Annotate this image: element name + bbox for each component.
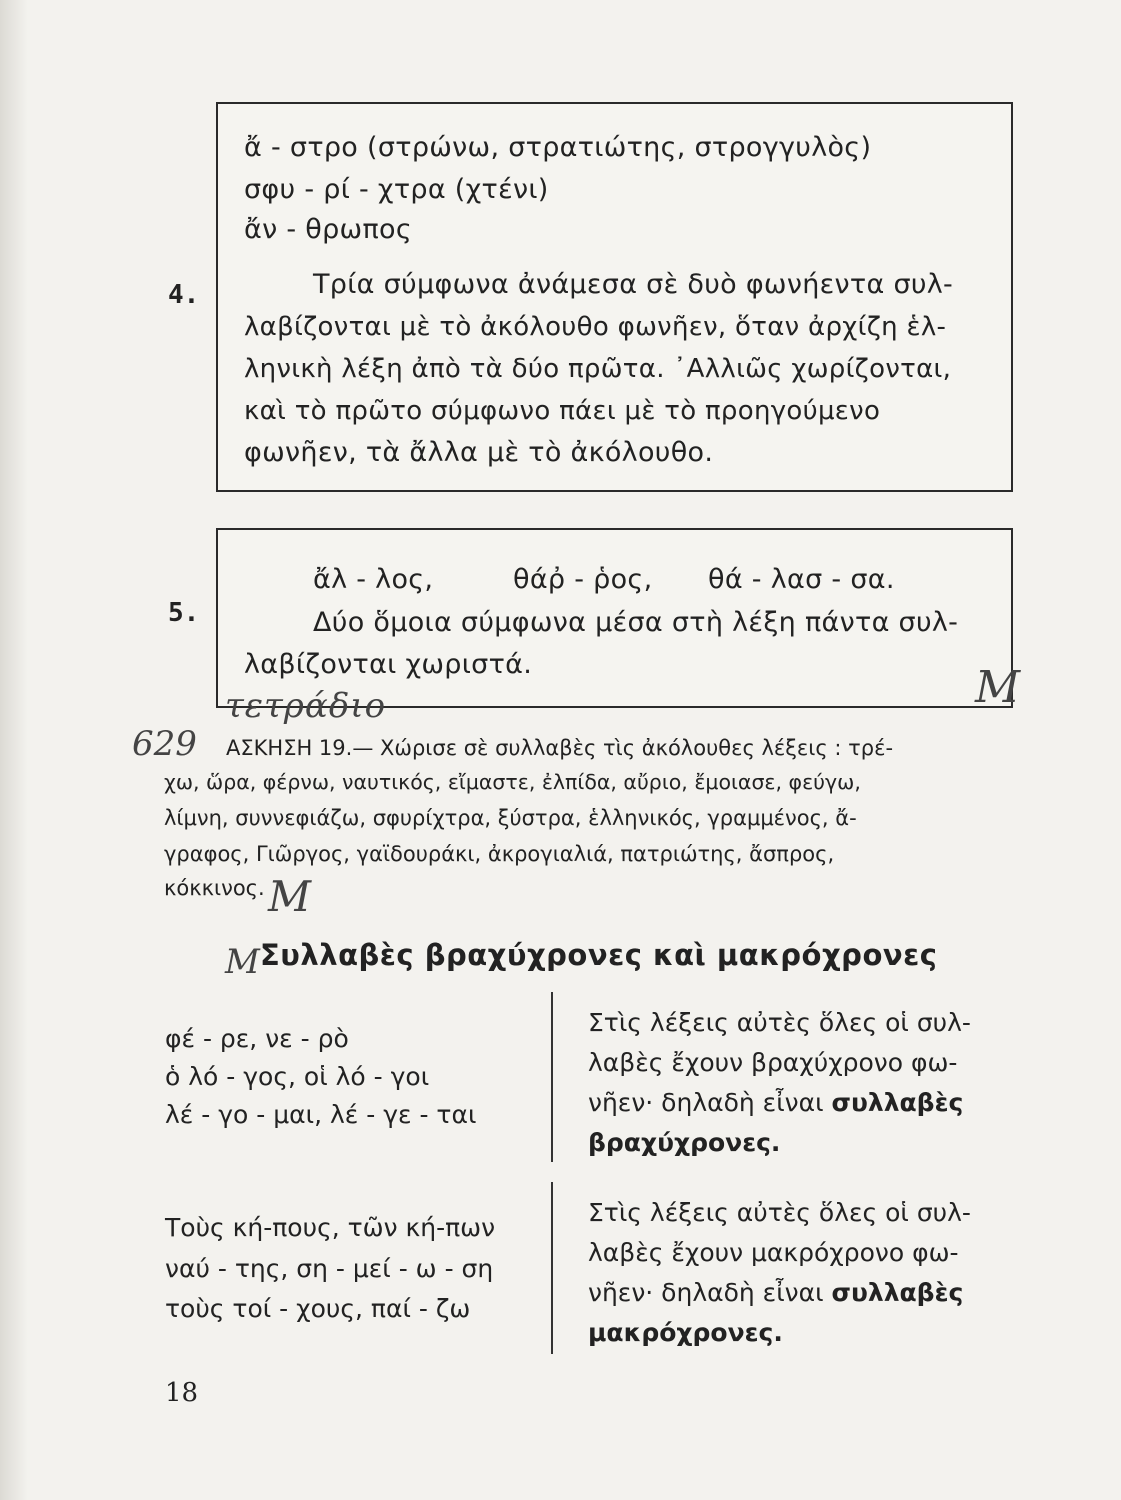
short-example-2: ὁ λό - γος, οἱ λό - γοι bbox=[165, 1062, 430, 1091]
page-number: 18 bbox=[165, 1378, 199, 1408]
handwritten-mark-exercise: Μ bbox=[268, 872, 312, 921]
long-desc-line-3 bbox=[588, 1278, 963, 1307]
section-heading: Συλλαβὲς βραχύχρονες καὶ μακρόχρονες bbox=[260, 938, 938, 972]
rule-4-box bbox=[216, 102, 1013, 492]
handwritten-word: τετράδιο bbox=[225, 686, 387, 726]
page-binding-shadow bbox=[0, 0, 28, 1500]
rule-4-text-line-3: ληνικὴ λέξη ἀπὸ τὰ δύο πρῶτα. ᾿Αλλιῶς χωρίζονται, bbox=[244, 354, 952, 384]
short-desc-line-3-text: νῆεν· δηλαδὴ εἶναι bbox=[588, 1088, 832, 1117]
rule-4-example-2: σφυ - ρί - χτρα (χτένι) bbox=[244, 174, 549, 205]
rule-4-text-line-2: λαβίζονται μὲ τὸ ἀκόλουθο φωνῆεν, ὅταν ἀρχίζη ἑλ- bbox=[244, 312, 947, 342]
short-desc-bold-1: συλλαβὲς bbox=[831, 1088, 964, 1117]
short-desc-line-1: Στὶς λέξεις αὐτὲς ὅλες οἱ συλ- bbox=[588, 1008, 971, 1037]
rule-4-text-line-5: φωνῆεν, τὰ ἄλλα μὲ τὸ ἀκόλουθο. bbox=[244, 437, 714, 468]
short-example-3: λέ - γο - μαι, λέ - γε - ται bbox=[165, 1100, 477, 1129]
long-desc-line-3-text: νῆεν· δηλαδὴ εἶναι bbox=[588, 1278, 832, 1307]
long-desc-bold-2: μακρόχρονες. bbox=[588, 1318, 783, 1347]
rule-4-example-1: ἄ - στρο (στρώνω, στρατιώτης, στρογγυλὸς) bbox=[244, 132, 872, 163]
handwritten-mark-box: Μ bbox=[975, 662, 1021, 713]
long-desc-bold-1: συλλαβὲς bbox=[831, 1278, 964, 1307]
long-example-1: Τοὺς κή-πους, τῶν κή-πων bbox=[165, 1213, 496, 1242]
rule-5-text-line-1: Δύο ὅμοια σύμφωνα μέσα στὴ λέξη πάντα συλ- bbox=[313, 607, 959, 638]
rule-4-example-3: ἄν - θρωπος bbox=[244, 214, 412, 245]
long-example-3: τοὺς τοί - χους, παί - ζω bbox=[165, 1294, 471, 1323]
rule-4-text-line-1: Τρία σύμφωνα ἀνάμεσα σὲ δυὸ φωνήεντα συλ- bbox=[313, 269, 954, 300]
long-example-2: ναύ - της, ση - μεί - ω - ση bbox=[165, 1254, 494, 1283]
short-desc-line-2: λαβὲς ἔχουν βραχύχρονο φω- bbox=[588, 1048, 958, 1077]
short-example-1: φέ - ρε, νε - ρὸ bbox=[165, 1024, 349, 1053]
rule-4-text-line-4: καὶ τὸ πρῶτο σύμφωνο πάει μὲ τὸ προηγούμενο bbox=[244, 396, 881, 426]
exercise-line-3: λίμνη, συννεφιάζω, σφυρίχτρα, ξύστρα, ἑλληνικός, γραμμένος, ἄ- bbox=[164, 806, 857, 830]
exercise-line-5: κόκκινος. bbox=[164, 876, 265, 900]
short-desc-line-3 bbox=[588, 1088, 963, 1117]
rule-5-text-line-2: λαβίζονται χωριστά. bbox=[244, 649, 533, 680]
rule-5-box bbox=[216, 528, 1013, 708]
rule-5-example-3: θά - λασ - σα. bbox=[708, 564, 895, 595]
rule-4-number: 4. bbox=[168, 280, 200, 310]
rule-5-number: 5. bbox=[168, 598, 200, 628]
divider-short bbox=[551, 992, 553, 1162]
handwritten-mark-heading: Μ bbox=[225, 942, 260, 982]
rule-5-example-2: θάῤ - ῥος, bbox=[513, 564, 653, 595]
exercise-line-2: χω, ὥρα, φέρνω, ναυτικός, εἴμαστε, ἐλπίδα, αὔριο, ἔμοιασε, φεύγω, bbox=[164, 770, 861, 794]
short-desc-bold-2: βραχύχρονες. bbox=[588, 1128, 781, 1157]
exercise-line-1: ΑΣΚΗΣΗ 19.— Χώρισε σὲ συλλαβὲς τὶς ἀκόλουθες λέξεις : τρέ- bbox=[226, 736, 894, 760]
long-desc-line-2: λαβὲς ἔχουν μακρόχρονο φω- bbox=[588, 1238, 959, 1267]
long-desc-line-1: Στὶς λέξεις αὐτὲς ὅλες οἱ συλ- bbox=[588, 1198, 971, 1227]
rule-5-example-1: ἄλ - λος, bbox=[313, 564, 434, 595]
handwritten-margin-mark: 629 bbox=[132, 724, 197, 764]
divider-long bbox=[551, 1182, 553, 1354]
exercise-line-4: γραφος, Γιῶργος, γαϊδουράκι, ἀκρογιαλιά, πατριώτης, ἄσπρος, bbox=[164, 842, 835, 866]
